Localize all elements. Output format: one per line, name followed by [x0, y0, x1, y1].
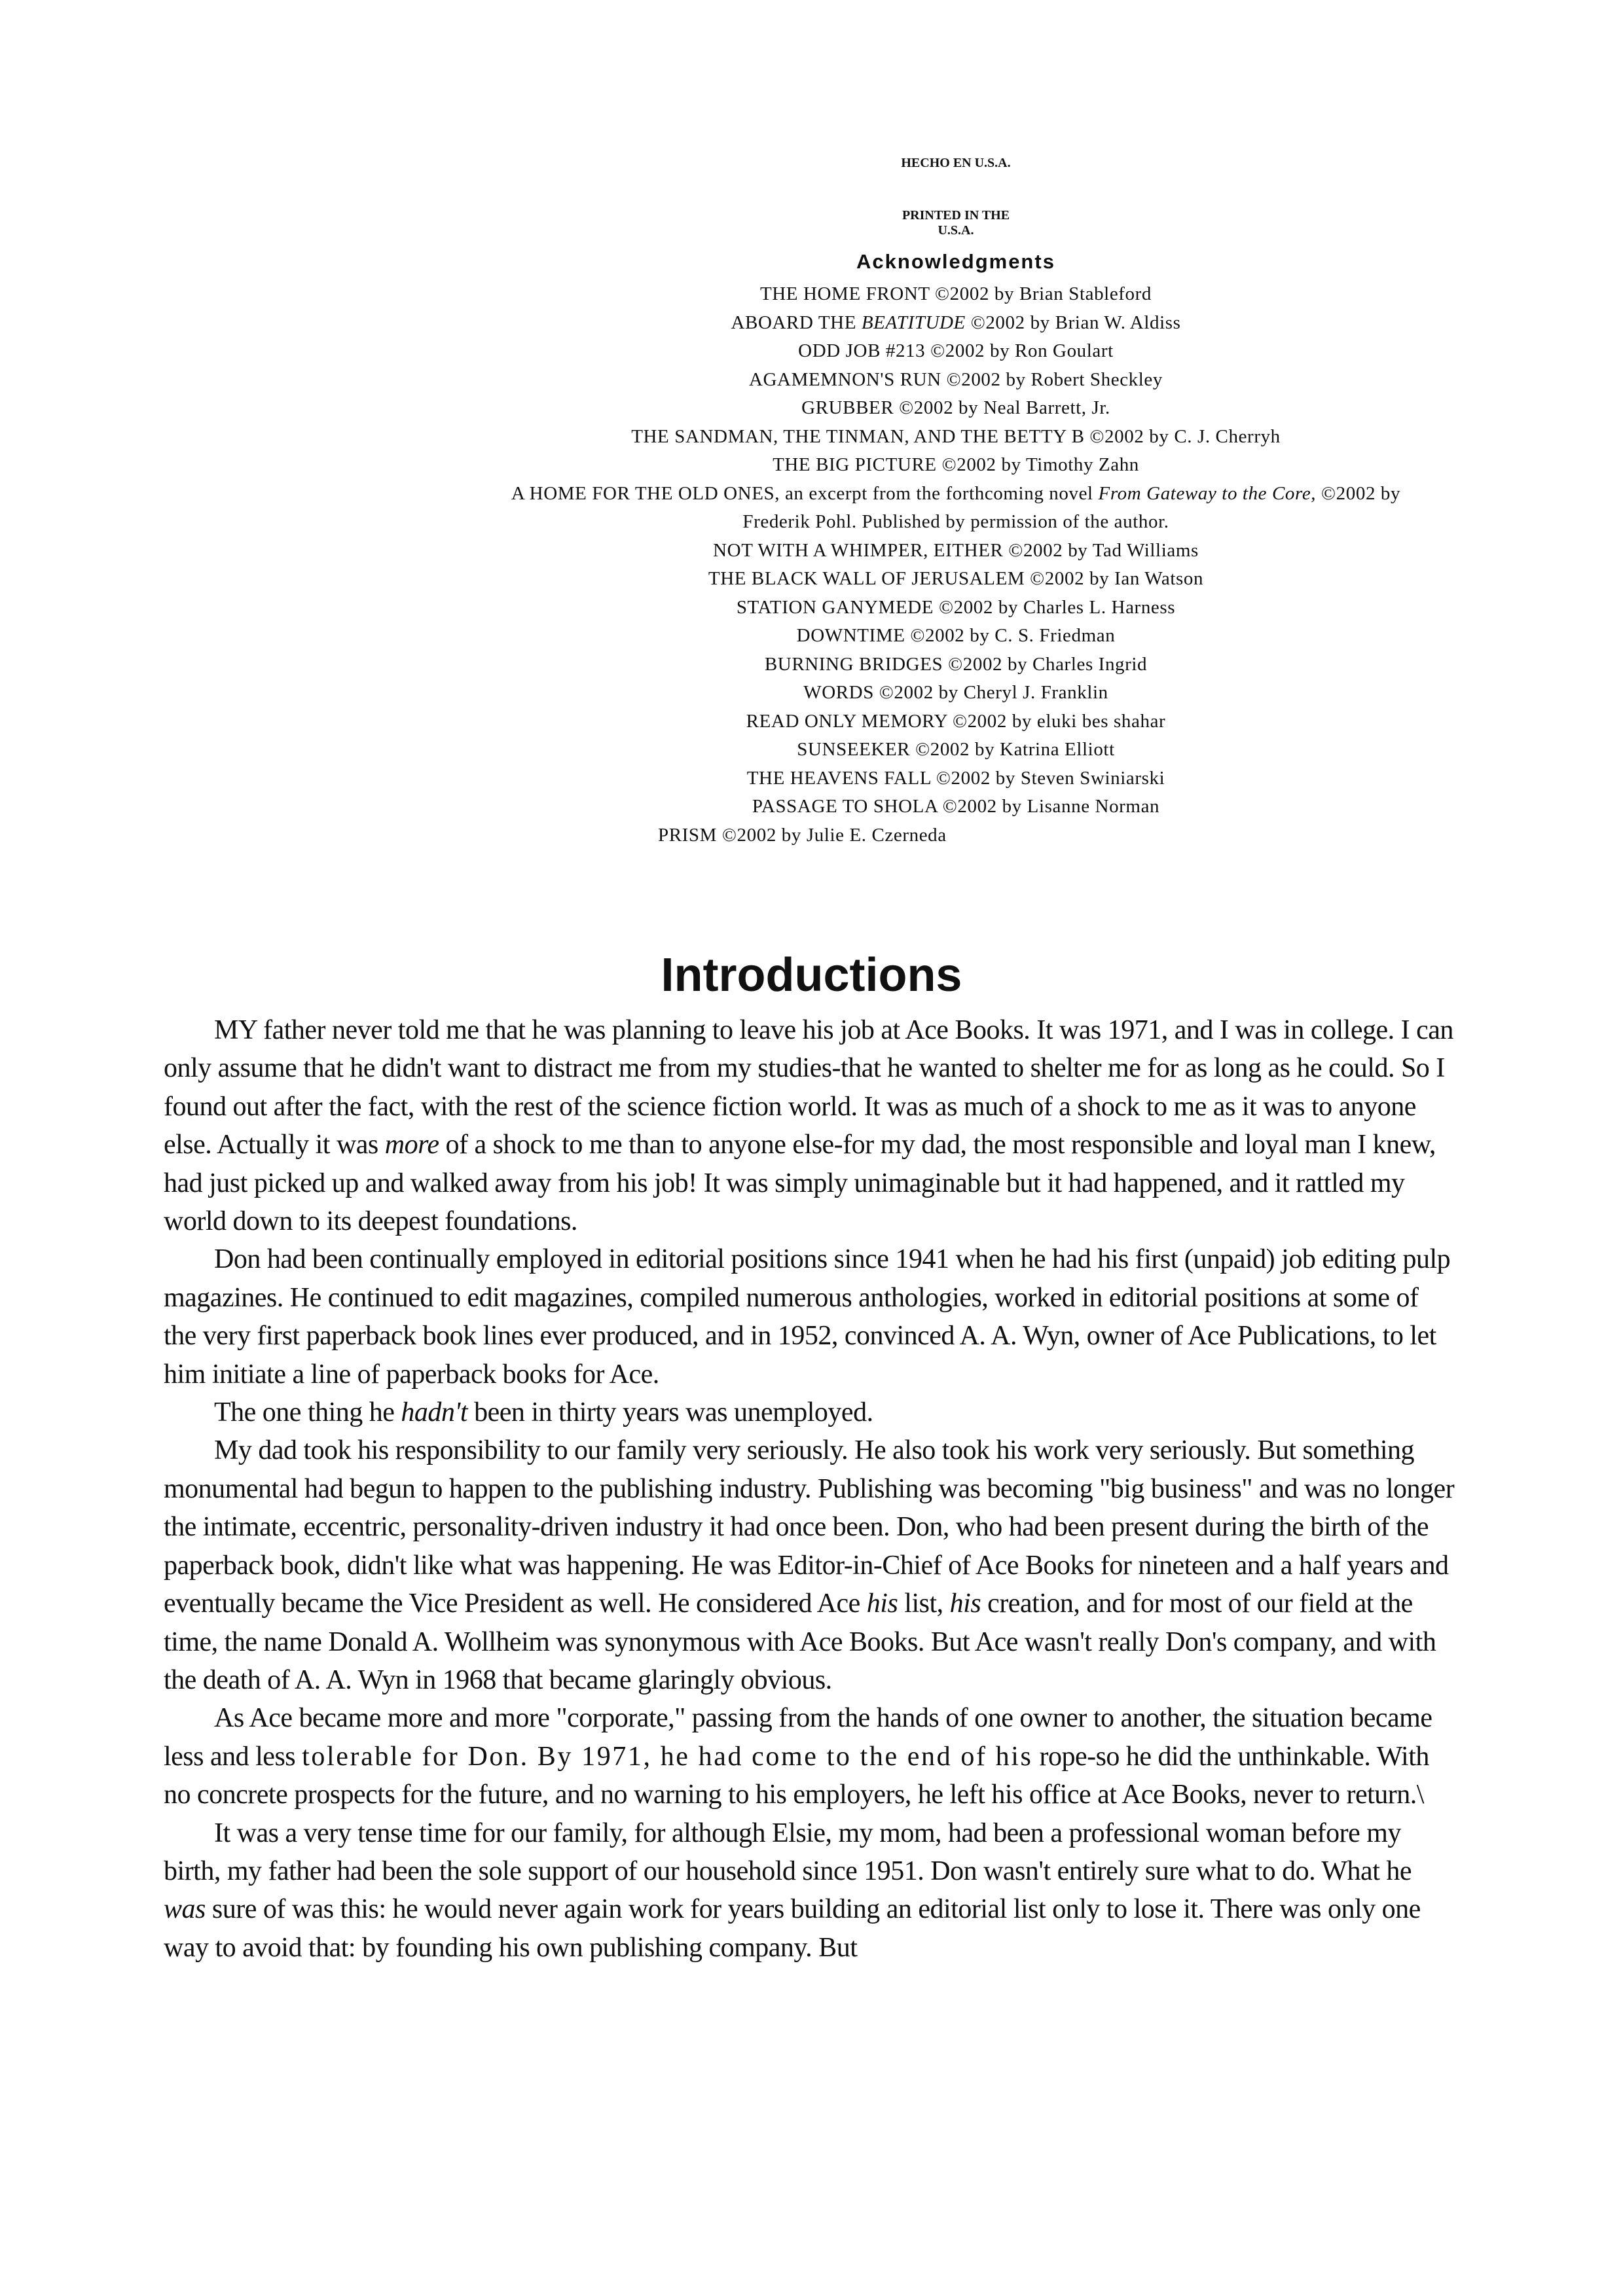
introductions-body	[164, 1011, 1457, 1967]
paragraph: MY father never told me that he was planning to leave his job at Ace Books. It was 1971, and I was in college. I can only assume that he didn't want to distract me from my studies-that he wanted to shelter me for as long as he could. So I found out after the fact, with the rest of the science fiction world. It was as much of a shock to me as it was to anyone else. Actually it was more of a shock to me than to anyone else-for my dad, the most responsible and loyal man I knew, had just picked up and walked away from his job! It was simply unimaginable but it had happened, and it rattled my world down to its deepest foundations.	[164, 1015, 1453, 1237]
acknowledgments-heading: Acknowledgments	[856, 250, 1055, 273]
ack-entry: DOWNTIME ©2002 by C. S. Friedman	[796, 625, 1116, 646]
ack-entry: BURNING BRIDGES ©2002 by Charles Ingrid	[764, 653, 1148, 675]
ack-entry: THE HEAVENS FALL ©2002 by Steven Swiniarski	[746, 767, 1165, 789]
ack-entry: GRUBBER ©2002 by Neal Barrett, Jr.	[801, 397, 1110, 418]
ack-entry: NOT WITH A WHIMPER, EITHER ©2002 by Tad Williams	[713, 539, 1199, 561]
ack-entry: THE SANDMAN, THE TINMAN, AND THE BETTY B ©2002 by C. J. Cherryh	[631, 425, 1281, 447]
paragraph: Don had been continually employed in editorial positions since 1941 when he had his first (unpaid) job editing pulp magazines. He continued to edit magazines, compiled numerous anthologies, worked in editorial positions at some of the very first paperback book lines ever produced, and in 1952, convinced A. A. Wyn, owner of Ace Publications, to let him initiate a line of paperback books for Ace.	[164, 1244, 1451, 1390]
ack-entry: PRISM ©2002 by Julie E. Czerneda	[658, 824, 947, 846]
ack-entry: ODD JOB #213 ©2002 by Ron Goulart	[798, 340, 1114, 361]
printed-in-usa-line: PRINTED IN THE U.S.A.	[902, 208, 1010, 238]
hecho-en-usa-line: HECHO EN U.S.A.	[901, 156, 1011, 170]
ack-entry: AGAMEMNON'S RUN ©2002 by Robert Sheckley	[748, 368, 1163, 390]
ack-entry: THE BIG PICTURE ©2002 by Timothy Zahn	[773, 454, 1139, 475]
ack-entry: ABOARD THE BEATITUDE ©2002 by Brian W. Aldiss	[731, 312, 1181, 333]
ack-entry: SUNSEEKER ©2002 by Katrina Elliott	[797, 739, 1115, 760]
ack-entry: STATION GANYMEDE ©2002 by Charles L. Harness	[736, 596, 1176, 618]
ack-entry: Frederik Pohl. Published by permission of the author.	[742, 511, 1169, 532]
ack-entry: THE BLACK WALL OF JERUSALEM ©2002 by Ian Watson	[708, 568, 1204, 589]
ack-entry: THE HOME FRONT ©2002 by Brian Stableford	[759, 283, 1152, 304]
ack-entry: READ ONLY MEMORY ©2002 by eluki bes shahar	[746, 710, 1166, 732]
introductions-heading: Introductions	[661, 949, 962, 1001]
paragraph: As Ace became more and more "corporate," passing from the hands of one owner to another, the situation became less and less tolerable for Don. By 1971, he had come to the end of his rope-so he did the unthinkable. With no concrete prospects for the future, and no warning to his employers, he left his office at Ace Books, never to return.\	[164, 1703, 1432, 1810]
paragraph: The one thing he hadn't been in thirty years was unemployed.	[214, 1397, 873, 1428]
ack-entry: A HOME FOR THE OLD ONES, an excerpt from the forthcoming novel From Gateway to the Core, ©2002 by	[511, 482, 1401, 504]
ack-entry: PASSAGE TO SHOLA ©2002 by Lisanne Norman	[752, 796, 1160, 817]
ack-entry: WORDS ©2002 by Cheryl J. Franklin	[803, 682, 1108, 703]
paragraph: It was a very tense time for our family, for although Elsie, my mom, had been a professional woman before my birth, my father had been the sole support of our household since 1951. Don wasn't entirely sure what to do. What he was sure of was this: he would never again work for years building an editorial list only to lose it. There was only one way to avoid that: by founding his own publishing company. But	[164, 1818, 1421, 1963]
paragraph: My dad took his responsibility to our family very seriously. He also took his work very seriously. But something monumental had begun to happen to the publishing industry. Publishing was becoming "big business" and was no longer the intimate, eccentric, personality-driven industry it had once been. Don, who had been present during the birth of the paperback book, didn't like what was happening. He was Editor-in-Chief of Ace Books for nineteen and a half years and eventually became the Vice President as well. He considered Ace his list, his creation, and for most of our field at the time, the name Donald A. Wollheim was synonymous with Ace Books. But Ace wasn't really Don's company, and with the death of A. A. Wyn in 1968 that became glaringly obvious.	[164, 1435, 1455, 1695]
acknowledgments-list	[393, 280, 1519, 850]
